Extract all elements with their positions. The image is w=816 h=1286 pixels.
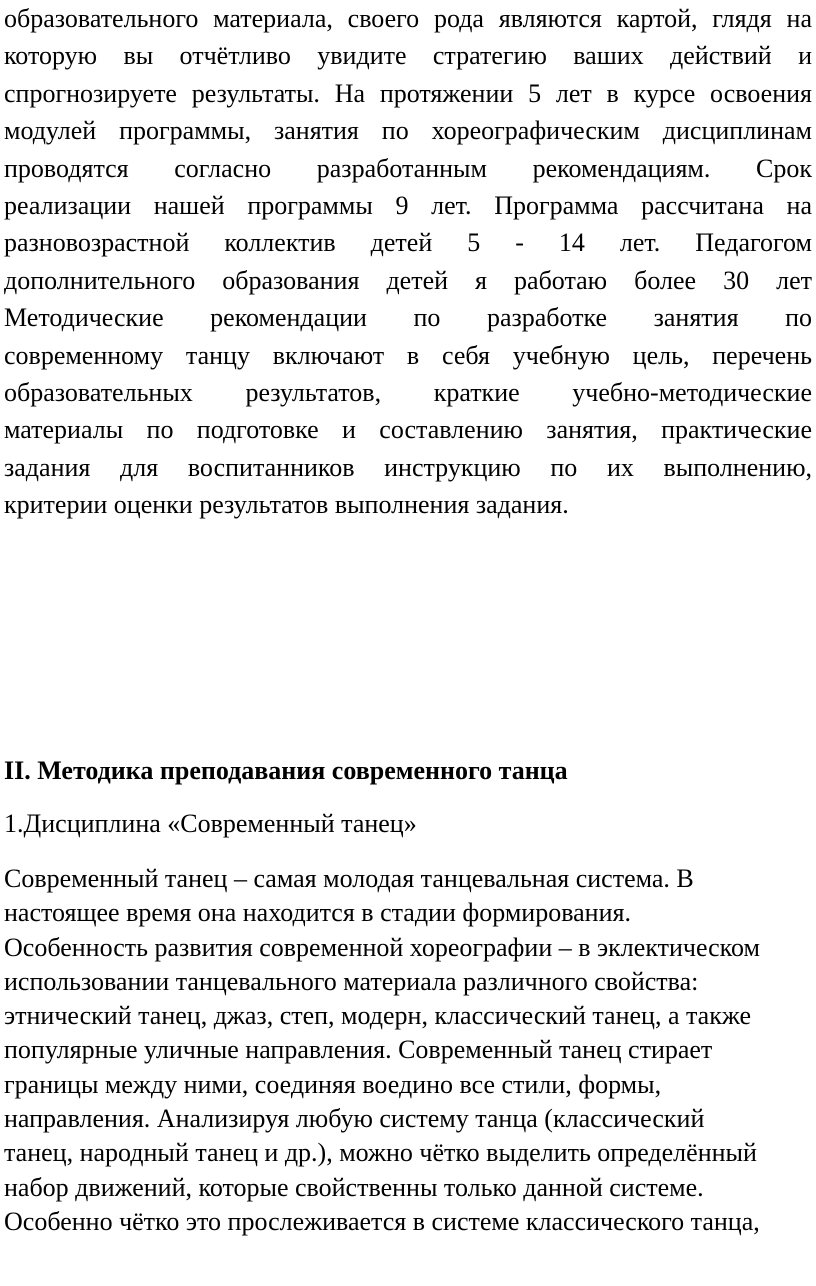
text-line: разновозрастной коллектив детей 5 - 14 лет. Педагогом (4, 228, 812, 258)
text-line: задания для воспитанников инструкцию по их выполнению, (4, 452, 812, 482)
text-line: танец, народный танец и др.), можно чётко выделить определённый (4, 1138, 757, 1168)
section-subheading: 1.Дисциплина «Современный танец» (4, 809, 417, 838)
text-line: направления. Анализируя любую систему танца (классический (4, 1104, 705, 1134)
section-heading: II. Методика преподавания современного танца (4, 756, 568, 785)
text-line: набор движений, которые свойственны только данной системе. (4, 1172, 704, 1202)
text-line: популярные уличные направления. Современный танец стирает (4, 1035, 713, 1065)
text-line: образовательного материала, своего рода являются картой, глядя на (4, 4, 812, 33)
text-line: современному танцу включают в себя учебную цель, перечень (4, 340, 812, 370)
text-line: границы между ними, соединяя воедино все стили, формы, (4, 1069, 662, 1099)
text-line: использовании танцевального материала различного свойства: (4, 966, 699, 996)
text-line: Особенность развития современной хореографии – в эклектическом (4, 932, 760, 962)
text-line: реализации нашей программы 9 лет. Программа рассчитана на (4, 190, 812, 220)
text-line: образовательных результатов, краткие учебно-методические (4, 377, 812, 407)
text-line: критерии оценки результатов выполнения задания. (4, 490, 569, 520)
text-line: Методические рекомендации по разработке занятия по (4, 303, 812, 333)
text-line: проводятся согласно разработанным рекомендациям. Срок (4, 153, 812, 183)
text-line: Современный танец – самая молодая танцевальная система. В (4, 864, 694, 893)
text-line: спрогнозируете результаты. На протяжении 5 лет в курсе освоения (4, 78, 812, 108)
text-line: настоящее время она находится в стадии формирования. (4, 898, 631, 928)
body-paragraph-modern-dance (4, 862, 812, 1239)
text-line: материалы по подготовке и составлению занятия, практические (4, 415, 812, 445)
text-line: которую вы отчётливо увидите стратегию ваших действий и (4, 41, 812, 71)
text-line: модулей программы, занятия по хореографическим дисциплинам (4, 116, 812, 146)
text-line: Особенно чётко это прослеживается в системе классического танца, (4, 1206, 760, 1236)
text-line: дополнительного образования детей я работаю более 30 лет (4, 265, 812, 295)
text-line: этнический танец, джаз, степ, модерн, классический танец, а также (4, 1001, 751, 1031)
body-paragraph-methodology (4, 0, 812, 523)
